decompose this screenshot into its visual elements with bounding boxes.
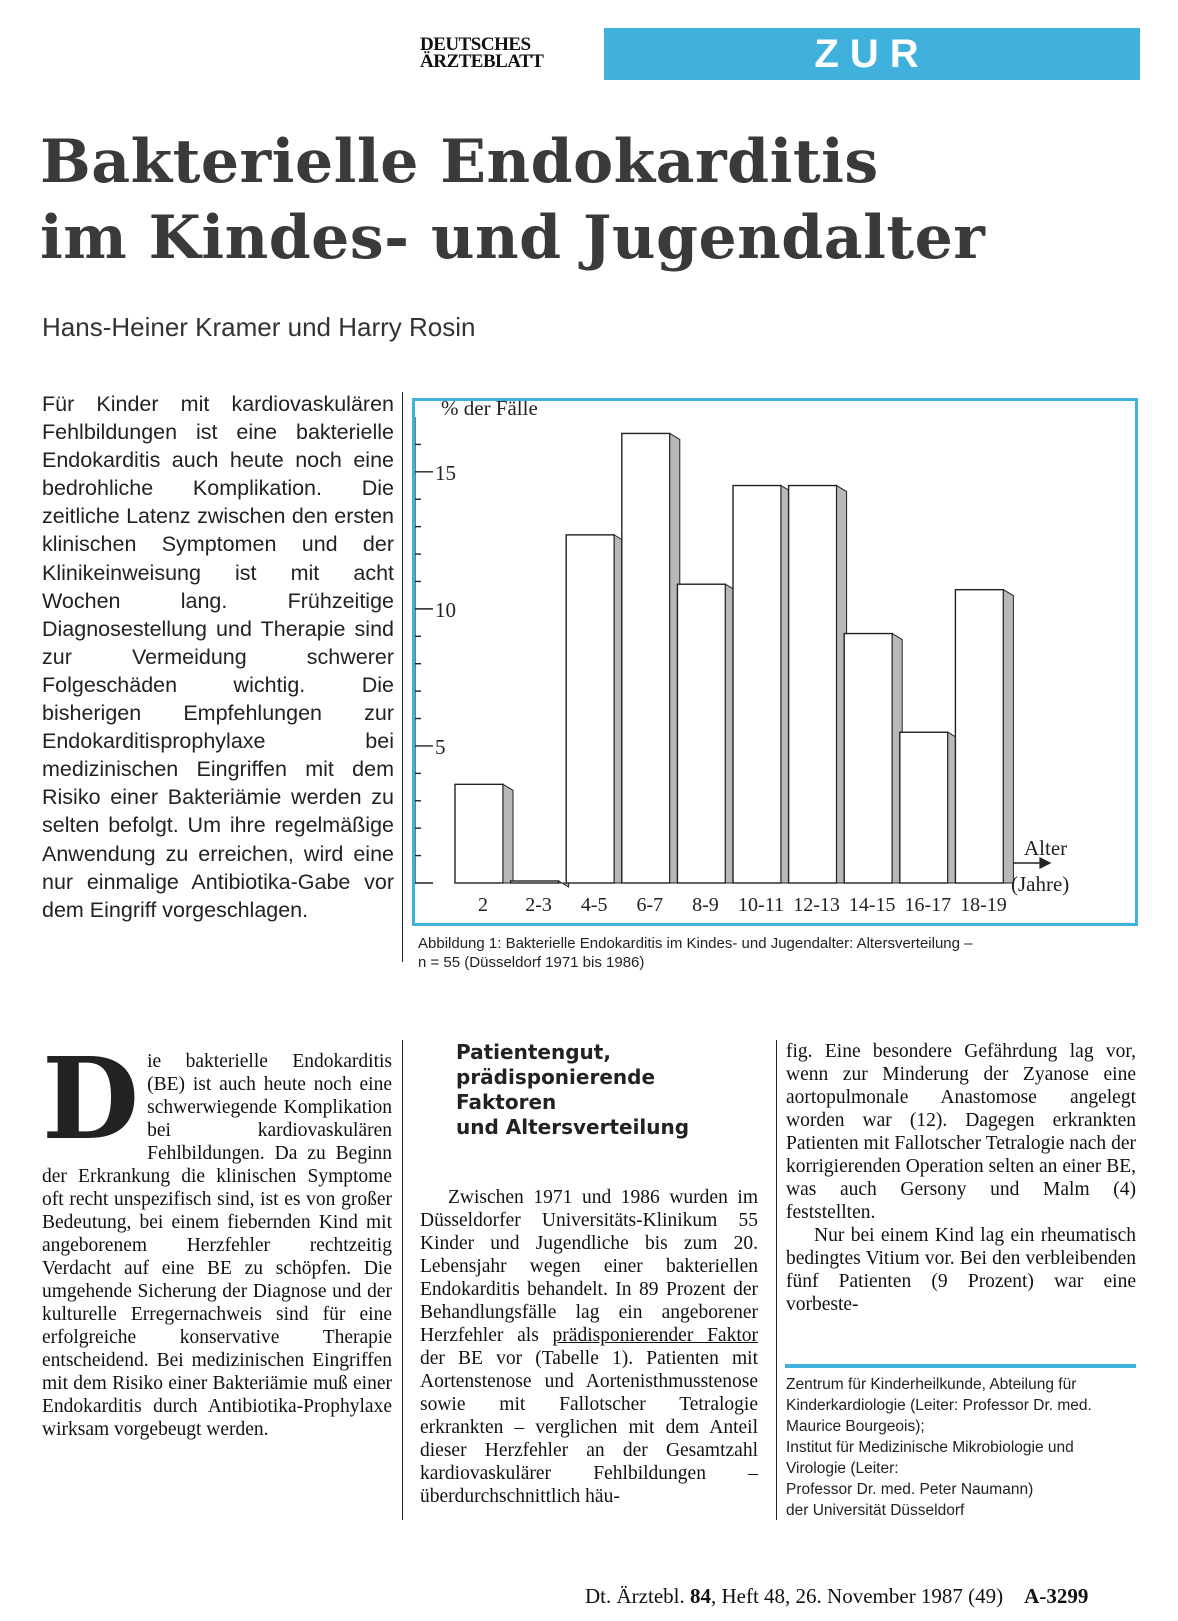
- x-tick-label: 4-5: [580, 894, 608, 916]
- bar-front: [677, 584, 725, 883]
- bar-front: [511, 881, 559, 883]
- affiliation-rule: [785, 1364, 1136, 1368]
- bar: [844, 634, 902, 883]
- section-banner: ZUR FORTBILDUNG: [604, 28, 1140, 80]
- continuation-paragraph: fig. Eine besondere Gefährdung lag vor, wenn zur Minderung der Zyanose eine aortopulmonale Anastomose angelegt worden war (12). Dagegen erkrankten Patienten mit Fallotscher Tetralogie nach der korrigierenden Operation selten an einer BE, was auch Gersony und Malm (4) feststellten.: [786, 1041, 1136, 1223]
- footer-issue-date: , Heft 48, 26. November 1987 (49): [710, 1584, 1004, 1608]
- x-tick-labels: [478, 894, 1007, 916]
- affiliation-line-1: Zentrum für Kinderheilkunde, Abteilung für Kinderkardiologie (Leiter: Professor Dr. med. Maurice Bourgeois);: [786, 1376, 1092, 1435]
- bars: [455, 433, 1051, 887]
- bar-side: [503, 784, 513, 883]
- body-column-2: [420, 1040, 758, 1508]
- y-axis-label: % der Fälle: [441, 401, 538, 420]
- bar: [900, 732, 958, 883]
- section-heading-line3: Faktoren: [456, 1090, 557, 1114]
- bar: [955, 590, 1013, 883]
- bar: [511, 881, 569, 887]
- article-title: [40, 124, 1150, 276]
- footer-volume: 84: [689, 1584, 711, 1608]
- x-tick-label: 16-17: [904, 894, 952, 916]
- bar: [733, 486, 791, 883]
- lead-abstract: Für Kinder mit kardiovaskulären Fehlbildungen ist eine bakterielle Endokarditis auch heute noch eine bedrohliche Komplikation. Die zeitliche Latenz zwischen den ersten klinischen Symptomen und der Klinikeinweisung ist mit acht Wochen lang. Frühzeitige Diagnosestellung und Therapie sind zur Vermeidung schwerer Folgeschäden wichtig. Die bisherigen Empfehlungen zur Endokarditisprophylaxe bei medizinischen Eingriffen mit dem Risiko einer Bakteriämie werden zu selten befolgt. Um ihre regelmäßige Anwendung zu erreichen, wird eine nur einmalige Antibiotika-Gabe vor dem Eingriff vorgeschlagen.: [42, 392, 394, 922]
- predisposing-factor-link: prädisponierender Faktor: [552, 1325, 758, 1346]
- article-authors: Hans-Heiner Kramer und Harry Rosin: [42, 312, 476, 342]
- bar-front: [955, 590, 1003, 883]
- caption-line-2: n = 55 (Düsseldorf 1971 bis 1986): [418, 954, 645, 971]
- dropcap: D: [42, 1034, 140, 1165]
- affiliation-line-4: der Universität Düsseldorf: [786, 1502, 965, 1519]
- intro-paragraph: ie bakterielle Endokarditis (BE) ist auch heute noch eine schwerwiegende Komplikation bei kardiovaskulären Fehlbildungen. Da zu Beginn der Erkrankung die klinischen Symptome oft recht unspezifisch sind, ist es von großer Bedeutung, bei einem fiebernden Kind mit angeborenem Herzfehler rechtzeitig Verdacht auf eine BE zu schöpfen. Die umgehende Sicherung der Diagnose und der kulturelle Erregernachweis sind für eine erfolgreiche konservative Therapie entscheidend. Bei medizinischen Eingriffen mit dem Risiko einer Bakteriämie muß einer Endokarditis durch Antibiotika-Prophylaxe wirksam vorgebeugt werden.: [42, 1051, 392, 1440]
- journal-name-line2: ÄRZTEBLATT: [420, 51, 544, 72]
- section-heading-line4: und Altersverteilung: [456, 1115, 690, 1139]
- y-tick-label: 10: [435, 597, 456, 622]
- footer-journal: Dt. Ärztebl.: [585, 1584, 685, 1608]
- lead-divider: [402, 392, 403, 962]
- body-column-1: [42, 1034, 392, 1441]
- x-axis-label-line2: (Jahre): [1011, 872, 1070, 896]
- bar: [789, 486, 847, 883]
- figure-frame: [412, 398, 1138, 926]
- patients-text-a: Zwischen 1971 und 1986 wurden im Düsseldorfer Universitäts-Klinikum 55 Kinder und Jugendliche bis zum 20. Lebensjahr wegen einer bakteriellen Endokarditis behandelt. In 89 Prozent der Behandlungsfälle lag ein angeborener Herzfehler als: [420, 1187, 758, 1346]
- bar-front: [566, 535, 614, 883]
- x-axis-label-line1: Alter: [1024, 836, 1068, 860]
- x-tick-label: 2-3: [525, 894, 552, 916]
- bar-front: [622, 433, 670, 883]
- bar: [622, 433, 680, 883]
- column-divider-1: [402, 1040, 403, 1520]
- bar: [455, 784, 513, 883]
- title-line-2: im Kindes- und Jugendalter: [40, 203, 986, 273]
- bar-chart: [415, 401, 1135, 923]
- x-tick-label: 8-9: [692, 894, 719, 916]
- figure-caption: [418, 934, 1138, 972]
- rheumatic-paragraph: Nur bei einem Kind lag ein rheumatisch bedingtes Vitium vor. Bei den verbleibenden fünf Patienten (9 Prozent) war eine vorbeste-: [786, 1225, 1136, 1315]
- bar-front: [455, 784, 503, 883]
- x-tick-label: 10-11: [738, 894, 784, 916]
- journal-name-line1: DEUTSCHES: [420, 34, 531, 55]
- x-tick-label: 18-19: [960, 894, 1007, 916]
- x-tick-label: 2: [478, 894, 488, 916]
- body-column-3: [786, 1040, 1136, 1316]
- section-heading-line1: Patientengut,: [456, 1040, 611, 1064]
- author-affiliation: [786, 1374, 1136, 1521]
- footer-page-number: A-3299: [1024, 1584, 1089, 1608]
- bar-front: [900, 732, 948, 883]
- affiliation-line-3: Professor Dr. med. Peter Naumann): [786, 1481, 1034, 1498]
- bar-front: [844, 634, 892, 883]
- y-axis: [415, 417, 456, 883]
- y-tick-label: 5: [435, 734, 446, 759]
- title-line-1: Bakterielle Endokarditis: [40, 127, 879, 197]
- patients-paragraph: [420, 1186, 758, 1508]
- section-heading: [456, 1040, 758, 1140]
- affiliation-line-2: Institut für Medizinische Mikrobiologie und Virologie (Leiter:: [786, 1439, 1074, 1477]
- x-tick-label: 14-15: [848, 894, 896, 916]
- bar-front: [733, 486, 781, 883]
- page-footer: [585, 1584, 1088, 1609]
- bar-front: [789, 486, 837, 883]
- bar: [677, 584, 735, 883]
- section-heading-line2: prädisponierende: [456, 1065, 656, 1089]
- y-tick-label: 15: [435, 460, 456, 485]
- column-divider-2: [776, 1040, 777, 1520]
- x-tick-label: 6-7: [636, 894, 664, 916]
- bar-side: [1003, 590, 1013, 883]
- bar: [566, 535, 624, 883]
- patients-text-b: der BE vor (Tabelle 1). Patienten mit Aortenstenose und Aortenisthmusstenose sowie mit Fallotscher Tetralogie erkrankten – verglichen mit dem Anteil dieser Herzfehler an der Gesamtzahl kardiovaskulärer Fehlbildungen – überdurchschnittlich häu-: [420, 1348, 758, 1507]
- x-tick-label: 12-13: [793, 894, 840, 916]
- caption-line-1: Abbildung 1: Bakterielle Endokarditis im Kindes- und Jugendalter: Altersverteilung –: [418, 935, 973, 952]
- journal-masthead: [420, 36, 588, 70]
